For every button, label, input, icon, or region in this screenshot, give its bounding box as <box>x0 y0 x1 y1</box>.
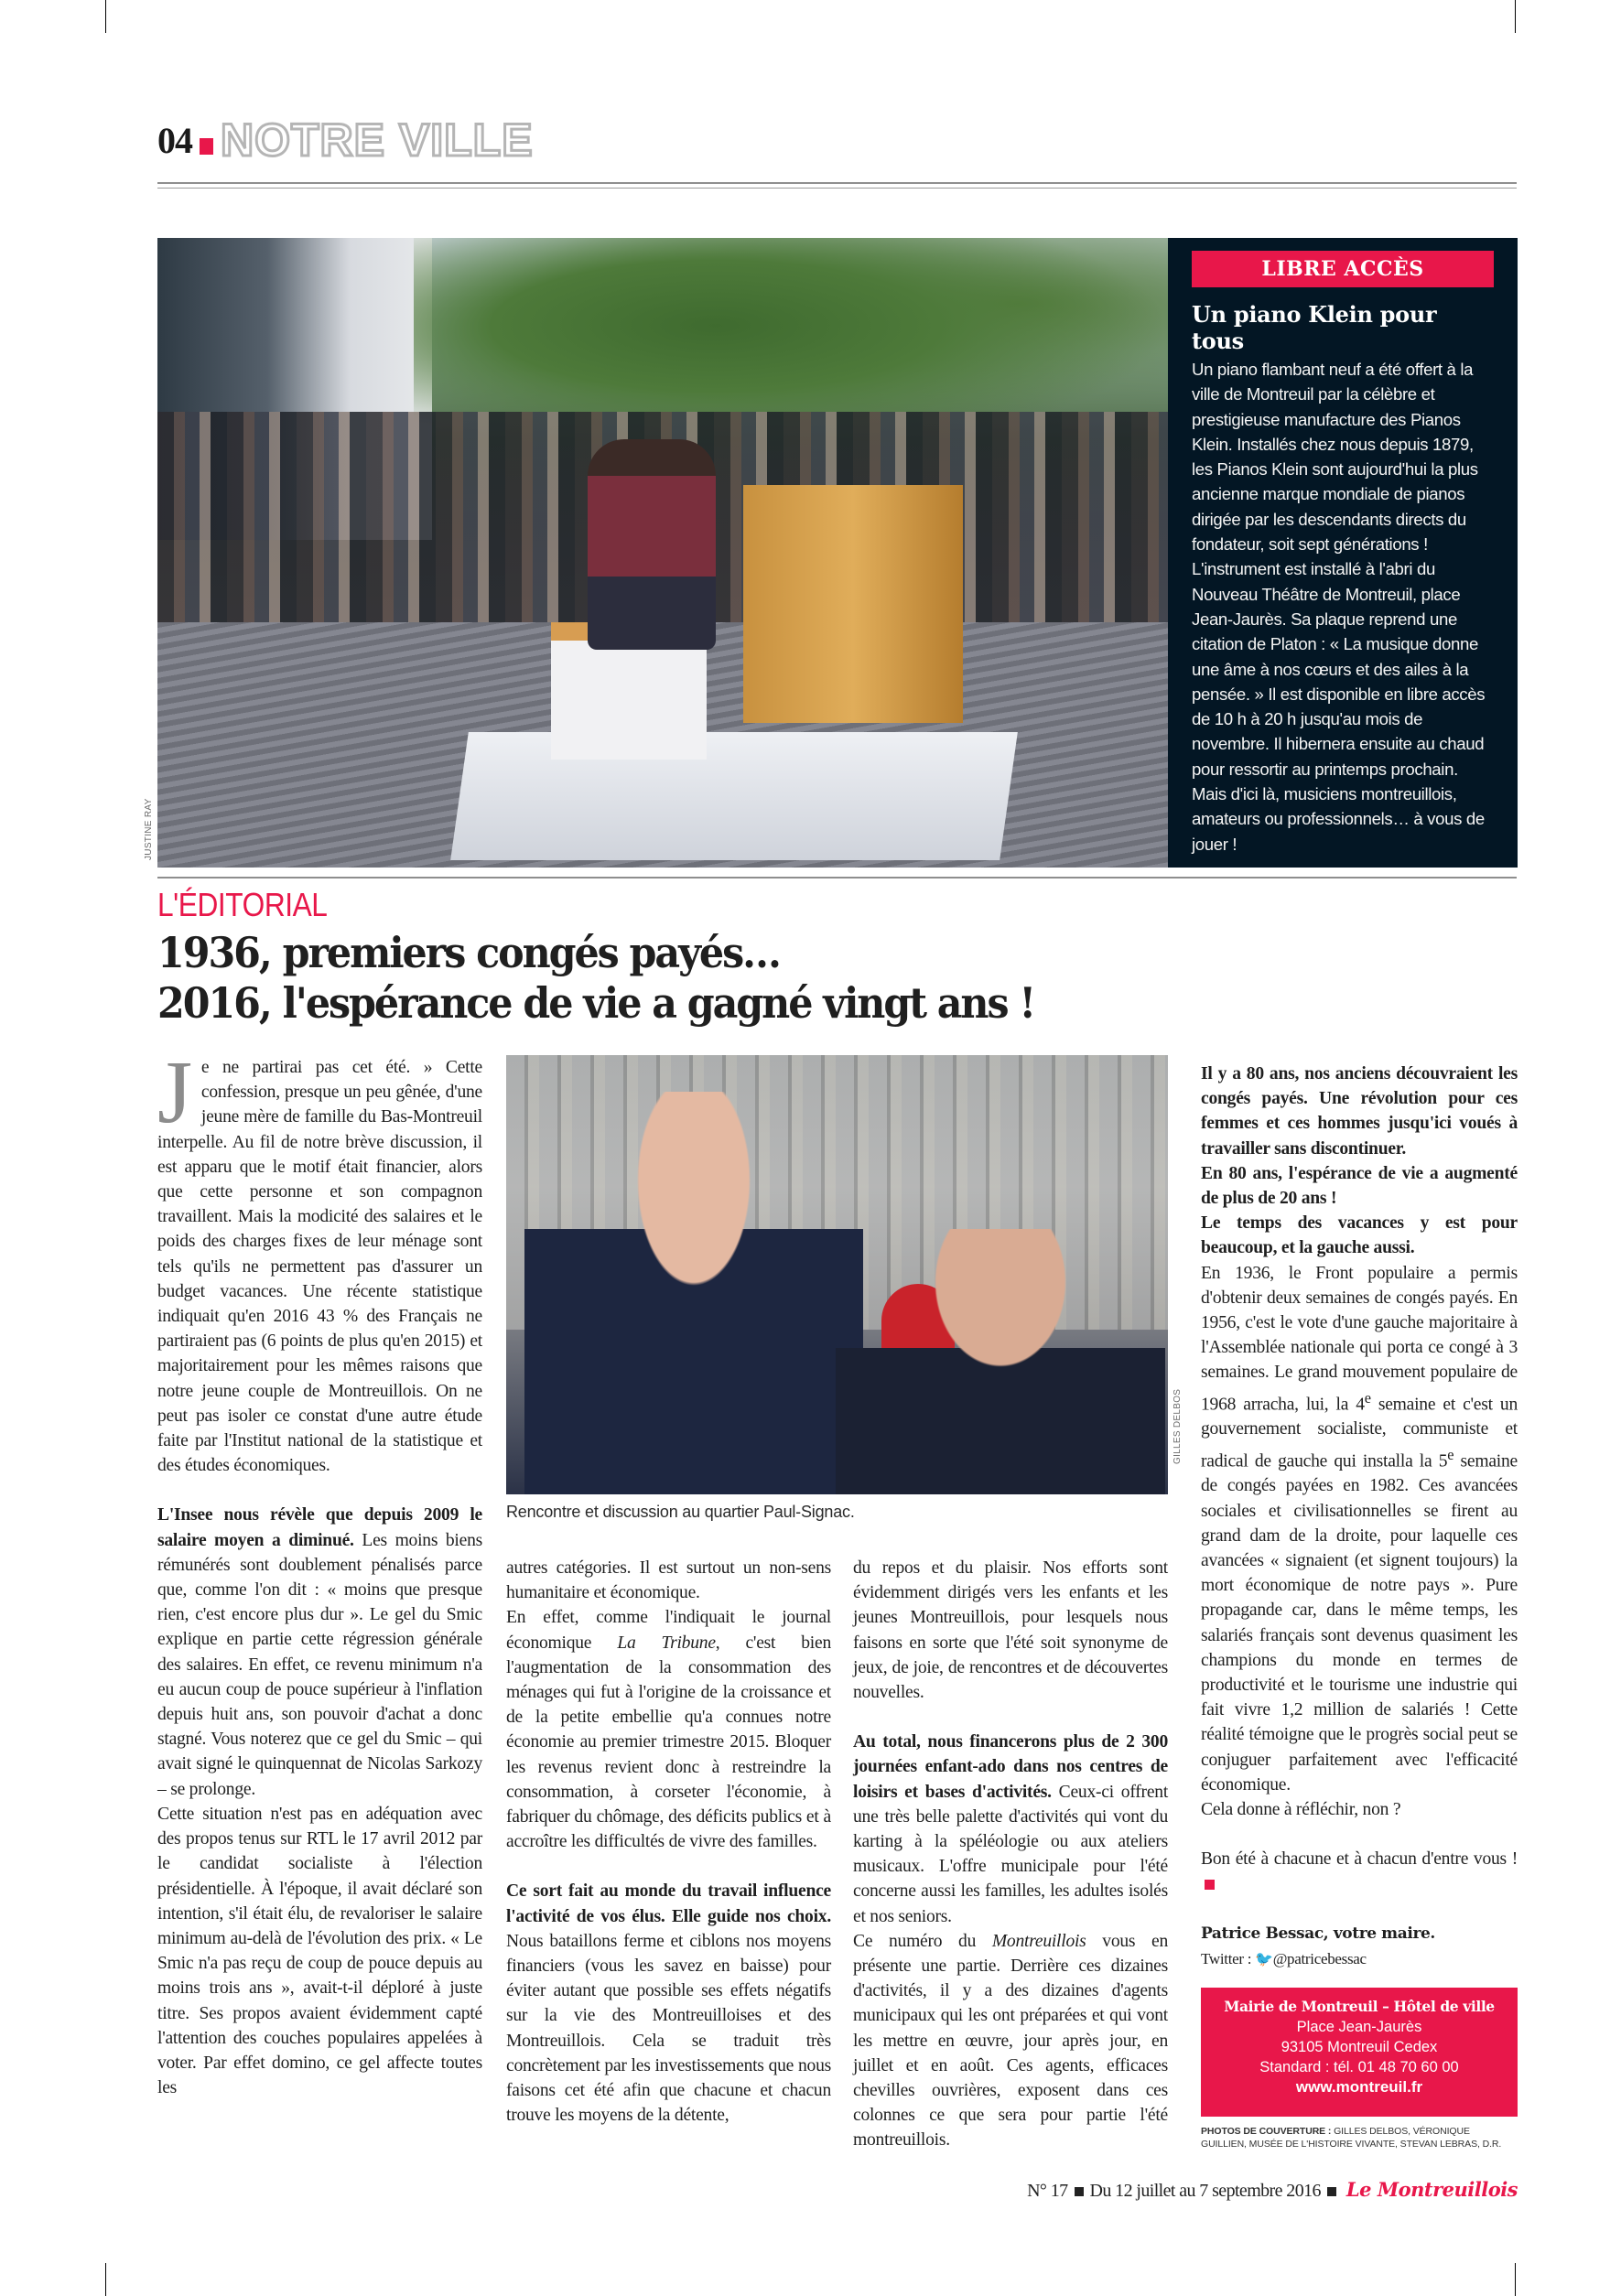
editorial-column-2 <box>506 1556 831 2128</box>
square-separator-icon <box>1327 2187 1336 2196</box>
signature: Patrice Bessac, votre maire. <box>1201 1924 1435 1943</box>
photo-smiling-man <box>524 1092 863 1494</box>
headline-line-1: 1936, premiers congés payés… <box>157 928 780 977</box>
red-square-icon <box>200 138 213 155</box>
col4-bold-2: En 80 ans, l'espérance de vie a augmenté de plus de 20 ans ! <box>1201 1163 1518 1209</box>
editorial-kicker: L'ÉDITORIAL <box>157 886 328 923</box>
page-footer <box>1027 2178 1518 2202</box>
issue-number: N° 17 <box>1027 2181 1068 2201</box>
photo-pianist <box>588 439 716 650</box>
photo-caption: Rencontre et discussion au quartier Paul-Signac. <box>506 1503 855 1521</box>
col4-bold-3: Le temps des vacances y est pour beaucoup, et la gauche aussi. <box>1201 1213 1518 1258</box>
brand-name: Le Montreuillois <box>1345 2178 1518 2201</box>
section-rule <box>157 877 1517 879</box>
col4-closing: Bon été à chacune et à chacun d'entre vous ! <box>1201 1849 1518 1870</box>
col2-paragraph-2a: En effet, comme l'indiquait le journal économique <box>506 1608 831 1653</box>
col4-paragraph-1a: En 1936, le Front populaire a permis d'obtenir deux semaines de congés payés. En 1956, c'est le vote d'une gauche majoritaire à l'Assemblée nationale qui porta ce congé à 3 semaines. Le grand mouvement populaire de 1968 arracha, lui, la 4 <box>1201 1263 1518 1415</box>
end-mark-icon <box>1205 1880 1215 1890</box>
col3-paragraph-1: du repos et du plaisir. Nos efforts sont évidemment dirigés vers les enfants et les jeunes Montreuillois, pour lesquels nous faisons en sorte que l'été soit synonyme de jeux, de joie, de rencontres et de découvertes nouvelles. <box>853 1558 1168 1703</box>
page-number: 04 <box>157 119 192 161</box>
cover-credits-label: PHOTOS DE COUVERTURE : <box>1201 2126 1335 2137</box>
mairie-title: Mairie de Montreuil – Hôtel de ville <box>1224 1998 1495 2015</box>
section-title: NOTRE VILLE <box>221 114 534 166</box>
photo-credit-gilles-delbos: GILLES DELBOS <box>1173 1388 1183 1464</box>
headline-line-2: 2016, l'espérance de vie a gagné vingt ans ! <box>157 978 1035 1028</box>
col3-lead-bold: Au total, nous financerons plus de 2 300 journées enfant-ado dans nos centres de loisirs et bases d'activités. <box>853 1732 1168 1802</box>
col1-paragraph-2: Les moins biens rémunérés sont doublement pénalisés parce que, comme l'on dit : « moins que presque rien, c'est encore plus dur ». Le gel du Smic explique en partie cette régression générale des salaires. En effet, ce revenu minimum n'a eu aucun coup de pouce supérieur à l'inflation depuis huit ans, son pouvoir d'achat a donc stagné. Vous noterez que ce gel du Smic – qui avait signé le quinquennat de Nicolas Sarkozy – se prolonge. <box>157 1530 482 1799</box>
crop-mark <box>1515 0 1516 33</box>
col2-paragraph-1: autres catégories. Il est surtout un non-sens humanitaire et économique. <box>506 1558 831 1603</box>
header-rule <box>157 188 1517 189</box>
twitter-label: Twitter : <box>1201 1949 1256 1967</box>
editorial-column-1 <box>157 1043 482 2100</box>
libre-acces-title: Un piano Klein pour tous <box>1192 301 1437 354</box>
mairie-address-2: 93105 Montreuil Cedex <box>1281 2039 1438 2055</box>
mairie-phone: Standard : tél. 01 48 70 60 00 <box>1259 2059 1459 2075</box>
editorial-column-3 <box>853 1556 1168 2153</box>
photo-gesturing-man <box>836 1229 1165 1494</box>
col2-lead-bold: Ce sort fait au monde du travail influence l'activité de vos élus. Elle guide nos choix. <box>506 1881 831 1926</box>
issue-dates: Du 12 juillet au 7 septembre 2016 <box>1089 2181 1321 2201</box>
mairie-contact-box <box>1201 1988 1518 2117</box>
photo-stage <box>450 732 1018 860</box>
cover-photo-credits <box>1201 2125 1518 2150</box>
crop-mark <box>1515 2263 1516 2296</box>
col2-paragraph-3: Nous bataillons ferme et ciblons nos moyens financiers (vous les savez en baisse) pour éviter autant que possible ses effets négatifs sur la vie des Montreuilloises et des Montreuillois. Cela se traduit très concrètement par les investissements que nous faisons cet été afin que chacune et chacun trouve les moyens de la détente, <box>506 1931 831 2126</box>
col1-paragraph-1: e ne partirai pas cet été. » Cette confession, presque un peu gênée, d'une jeune mère de famille du Bas-Montreuil interpelle. Au fil de notre brève discussion, il est apparu que le motif était financier, alors que cette personne et son compagnon travaillent. Mais la modicité des salaires et le poids des charges fixes de leur ménage sont tels qu'ils ne permettent pas d'assurer un budget vacances. Une récente statistique indiquait qu'en 2016 43 % des Français ne partiraient pas (6 points de plus qu'en 2015) et majoritairement pour les mêmes raisons que notre jeune couple de Montreuillois. On ne peut pas isoler ce constat d'une autre étude faite par l'Institut national de la statistique et des études économiques. <box>157 1058 482 1476</box>
photo-piano <box>743 485 963 723</box>
crop-mark <box>105 2263 106 2296</box>
col4-bold-1: Il y a 80 ans, nos anciens découvraient les congés payés. Une révolution pour ces femmes et ces hommes jusqu'ici voués à travailler sans discontinuer. <box>1201 1064 1518 1159</box>
libre-acces-box <box>1168 238 1518 868</box>
mairie-address-1: Place Jean-Jaurès <box>1296 2019 1422 2035</box>
col1-lead-bold: L'Insee nous révèle que depuis 2009 le salaire moyen a diminué. <box>157 1505 482 1550</box>
montreuillois-title: Montreuillois <box>991 1931 1086 1951</box>
editorial-headline <box>157 928 1034 1029</box>
col3-paragraph-2: Ceux-ci offrent une très belle palette d'activités qui vont du karting à la spéléologie ou aux ateliers musicaux. L'offre municipale pour l'été concerne aussi les familles, les adultes isolés et nos seniors. <box>853 1782 1169 1926</box>
twitter-bird-icon: 🐦 <box>1255 1951 1273 1967</box>
col2-paragraph-2b: , c'est bien l'augmentation de la consommation des ménages qui fut à l'origine de la croissance et de la petite embellie qu'a connues notre économie au premier trimestre 2015. Bloquer les revenus revient donc à restreindre la consommation, à corseter l'économie, à fabriquer du chômage, des déficits publics et à accroître les difficultés de vivre des familles. <box>506 1633 831 1852</box>
col3-paragraph-3a: Ce numéro du <box>853 1931 992 1951</box>
cover-credits-text: GILLES DELBOS, VÉRONIQUE GUILLIEN, MUSÉE DE L'HISTOIRE VIVANTE, STEVAN LEBRAS, D.R. <box>1201 2126 1502 2150</box>
piano-photo <box>157 238 1168 868</box>
col1-paragraph-3: Cette situation n'est pas en adéquation avec des propos tenus sur RTL le 17 avril 2012 par le candidat socialiste à l'élection présidentielle. À l'époque, il avait déclaré son intention, s'il était élu, de revaloriser le salaire minimum au-delà de l'évolution des prix. « Le Smic n'a pas reçu de coup de pouce depuis au moins trois ans », avait-t-il déploré à juste titre. Ses propos avaient évidemment capté l'attention des couches populaires appelées à voter. Par effet domino, ce gel affecte toutes les <box>157 1804 482 2098</box>
col4-paragraph-1b: semaine et c'est un gouvernement socialiste, communiste et radical de gauche qui installa la 5 <box>1201 1395 1518 1471</box>
crop-mark <box>105 0 106 33</box>
superscript: e <box>1447 1445 1454 1463</box>
libre-acces-tag: LIBRE ACCÈS <box>1192 251 1494 287</box>
page-header <box>157 114 534 166</box>
mairie-website-link[interactable]: www.montreuil.fr <box>1295 2078 1423 2096</box>
square-separator-icon <box>1075 2187 1084 2196</box>
header-rule <box>157 182 1517 184</box>
photo-credit-justine-ray: JUSTINE RAY <box>144 798 154 860</box>
libre-acces-text: Un piano flambant neuf a été offert à la ville de Montreuil par la célèbre et prestigieuse manufacture des Pianos Klein. Installés chez nous depuis 1879, les Pianos Klein sont aujourd'hui la plus ancienne marque mondiale de pianos dirigée par les descendants directs du fondateur, soit sept générations ! L'instrument est installé à l'abri du Nouveau Théâtre de Montreuil, place Jean-Jaurès. Sa plaque reprend une citation de Platon : « La musique donne une âme à nos cœurs et des ailes à la pensée. » Il est disponible en libre accès de 10 h à 20 h jusqu'au mois de novembre. Il hibernera ensuite au chaud pour ressortir au printemps prochain. Mais d'ici là, musiciens montreuillois, amateurs ou professionnels… à vous de jouer ! <box>1192 360 1486 854</box>
col3-paragraph-3b: vous en présente une partie. Derrière ces dizaines d'activités, il y a des dizaines d'agents municipaux qui les ont préparées et qui vont les mettre en œuvre, jour après jour, en juillet et en août. Ces agents, efficaces chevilles ouvrières, exposent dans ces colonnes ce que sera pour partie l'été montreuillois. <box>853 1931 1168 2150</box>
la-tribune-title: La Tribune <box>617 1633 716 1653</box>
editorial-column-4 <box>1201 1062 1518 1972</box>
meeting-photo <box>506 1055 1168 1494</box>
col4-paragraph-1c: semaine de congés payées en 1982. Ces avancées sociales et civilisationnelles se firent au grand dam de la droite, pour laquelle ces avancées « signaient (et signent toujours) la mort économique de notre pays ». Pure propagande car, dans le même temps, les salariés français sont devenus quasiment les champions du monde en termes de productivité et le tourisme une industrie qui fait vivre 1,2 million de salariés ! Cette réalité témoigne que le progrès social peut se conjuguer parfaitement avec l'efficacité économique. <box>1201 1451 1518 1795</box>
twitter-line <box>1201 1946 1518 1972</box>
superscript: e <box>1364 1388 1371 1407</box>
twitter-handle[interactable]: @patricebessac <box>1272 1949 1367 1967</box>
dropcap: J <box>157 1043 192 1142</box>
col4-paragraph-2: Cela donne à réfléchir, non ? <box>1201 1799 1401 1819</box>
